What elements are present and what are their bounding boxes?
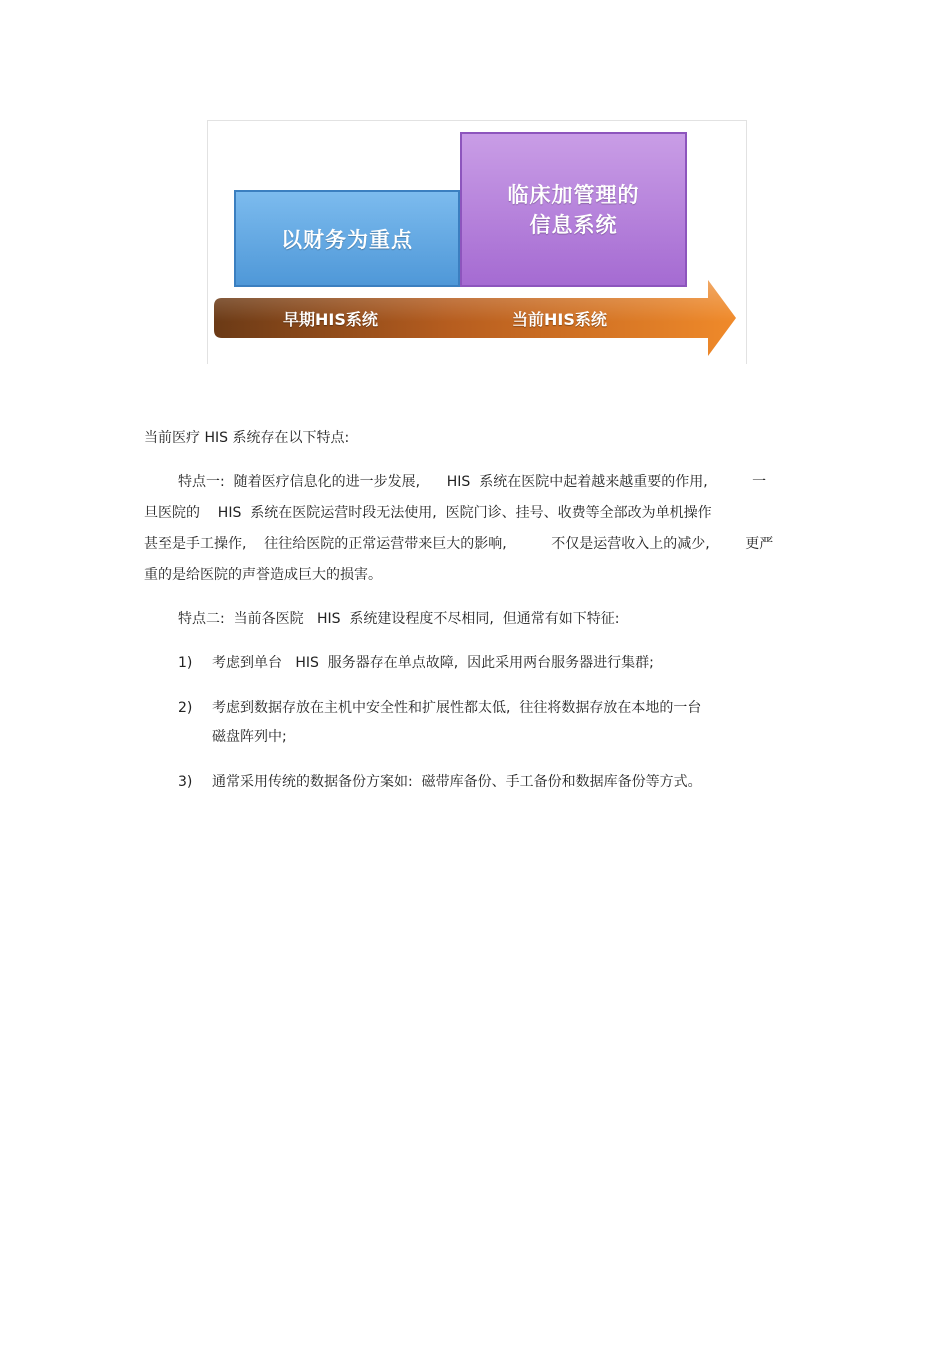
list-item — [178, 698, 701, 718]
list-item — [178, 653, 654, 673]
his-evolution-figure — [207, 120, 747, 364]
finance-focus-box: 以财务为重点 — [234, 190, 460, 287]
feature1-line-4: 重的是给医院的声誉造成巨大的损害。 — [144, 567, 382, 583]
current-his-label: 当前HIS系统 — [512, 310, 607, 329]
intro-paragraph: 当前医疗 HIS 系统存在以下特点: — [144, 430, 350, 446]
clinical-management-box: 临床加管理的 信息系统 — [460, 132, 687, 287]
list-text: 考虑到数据存放在主机中安全性和扩展性都太低, 往往将数据存放在本地的一台 — [212, 700, 702, 716]
list-number: 3) — [178, 774, 193, 790]
list-text: 通常采用传统的数据备份方案如: 磁带库备份、手工备份和数据库备份等方式。 — [212, 774, 702, 790]
feature1-line-3: 甚至是手工操作, 往往给医院的正常运营带来巨大的影响, 不仅是运营收入上的减少, 更严 — [144, 536, 774, 552]
list-text: 考虑到单台 HIS 服务器存在单点故障, 因此采用两台服务器进行集群; — [212, 655, 654, 671]
early-his-label: 早期HIS系统 — [283, 310, 378, 329]
list-number: 1) — [178, 655, 193, 671]
list-text-continuation: 磁盘阵列中; — [212, 729, 287, 745]
list-number: 2) — [178, 700, 193, 716]
feature1-line-2: 旦医院的 HIS 系统在医院运营时段无法使用, 医院门诊、挂号、收费等全部改为单机操作 — [144, 505, 712, 521]
list-item — [178, 772, 702, 792]
feature2-paragraph: 特点二: 当前各医院 HIS 系统建设程度不尽相同, 但通常有如下特征: — [178, 611, 620, 627]
feature1-line-1: 特点一: 随着医疗信息化的进一步发展, HIS 系统在医院中起着越来越重要的作用, 一 — [178, 474, 767, 490]
